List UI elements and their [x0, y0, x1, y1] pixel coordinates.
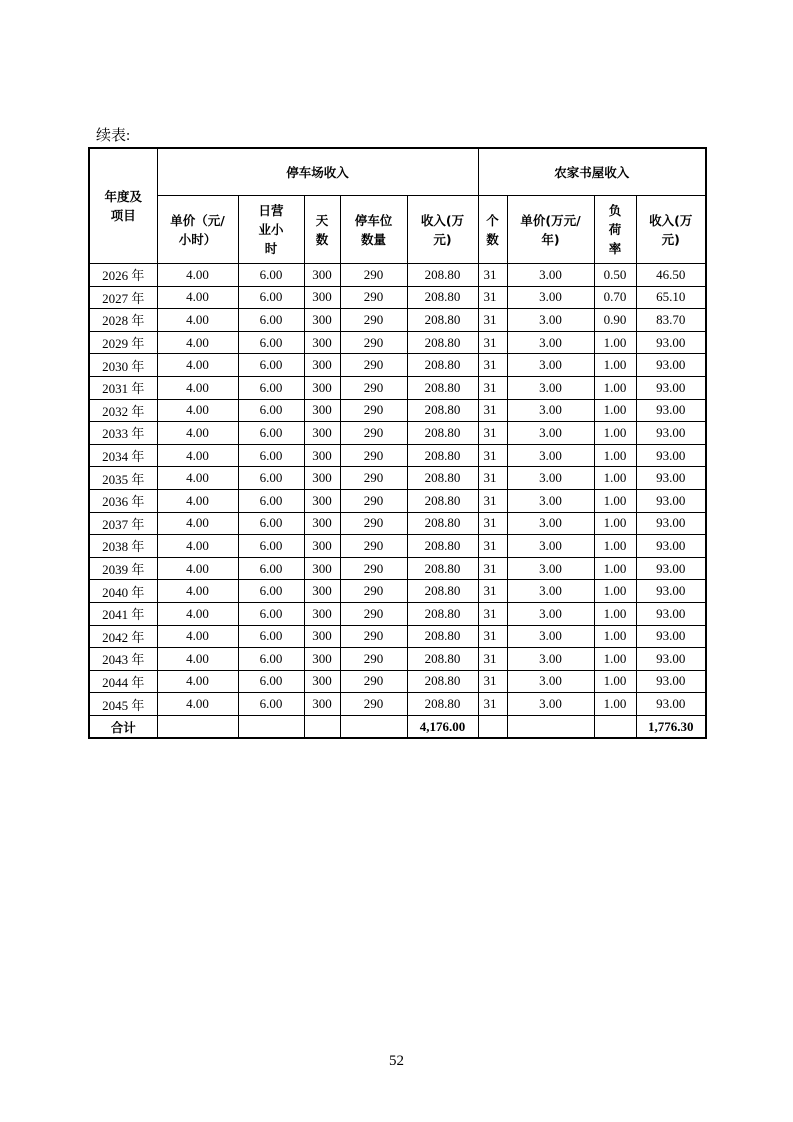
cell-load-rate: 1.00 — [594, 557, 636, 580]
cell-days: 300 — [304, 264, 340, 287]
cell-unit-price-hour: 4.00 — [157, 557, 238, 580]
cell-year: 2027 年 — [89, 286, 157, 309]
cell-count: 31 — [478, 444, 507, 467]
cell-daily-hours: 6.00 — [238, 331, 304, 354]
cell-parking-spaces: 290 — [340, 670, 407, 693]
cell-days: 300 — [304, 286, 340, 309]
cell-unit-price-hour: 4.00 — [157, 444, 238, 467]
cell-load-rate: 1.00 — [594, 512, 636, 535]
cell-days: 300 — [304, 309, 340, 332]
cell-year: 2034 年 — [89, 444, 157, 467]
cell-parking-spaces: 290 — [340, 580, 407, 603]
header-unit-price-hour: 单价（元/小时） — [157, 196, 238, 264]
header-daily-hours: 日营业小时 — [238, 196, 304, 264]
cell-load-rate: 1.00 — [594, 625, 636, 648]
cell-load-rate: 1.00 — [594, 422, 636, 445]
cell-year: 2037 年 — [89, 512, 157, 535]
cell-load-rate: 1.00 — [594, 489, 636, 512]
cell-days: 300 — [304, 444, 340, 467]
cell-bookhouse-income: 93.00 — [636, 625, 706, 648]
cell-days: 300 — [304, 422, 340, 445]
cell-load-rate: 0.90 — [594, 309, 636, 332]
cell-unit-price-hour: 4.00 — [157, 467, 238, 490]
cell-bookhouse-income: 93.00 — [636, 354, 706, 377]
cell-parking-income: 208.80 — [407, 557, 478, 580]
total-cell-empty — [304, 715, 340, 738]
cell-parking-income: 208.80 — [407, 467, 478, 490]
cell-unit-price-hour: 4.00 — [157, 670, 238, 693]
cell-unit-price-year: 3.00 — [507, 422, 594, 445]
cell-days: 300 — [304, 648, 340, 671]
header-count: 个数 — [478, 196, 507, 264]
cell-unit-price-year: 3.00 — [507, 264, 594, 287]
cell-unit-price-year: 3.00 — [507, 535, 594, 558]
cell-bookhouse-income: 65.10 — [636, 286, 706, 309]
cell-load-rate: 1.00 — [594, 535, 636, 558]
cell-count: 31 — [478, 535, 507, 558]
total-row — [89, 715, 706, 738]
cell-unit-price-year: 3.00 — [507, 693, 594, 716]
table-row — [89, 648, 706, 671]
cell-count: 31 — [478, 625, 507, 648]
cell-daily-hours: 6.00 — [238, 286, 304, 309]
header-bookhouse-income: 收入(万元) — [636, 196, 706, 264]
cell-daily-hours: 6.00 — [238, 625, 304, 648]
cell-unit-price-hour: 4.00 — [157, 264, 238, 287]
cell-days: 300 — [304, 489, 340, 512]
cell-unit-price-hour: 4.00 — [157, 422, 238, 445]
cell-unit-price-year: 3.00 — [507, 602, 594, 625]
cell-load-rate: 1.00 — [594, 376, 636, 399]
cell-count: 31 — [478, 512, 507, 535]
table-row — [89, 693, 706, 716]
total-cell-empty — [594, 715, 636, 738]
cell-daily-hours: 6.00 — [238, 693, 304, 716]
cell-parking-income: 208.80 — [407, 264, 478, 287]
cell-parking-spaces: 290 — [340, 535, 407, 558]
cell-load-rate: 1.00 — [594, 693, 636, 716]
cell-unit-price-hour: 4.00 — [157, 399, 238, 422]
header-load-rate: 负荷率 — [594, 196, 636, 264]
cell-unit-price-hour: 4.00 — [157, 580, 238, 603]
cell-days: 300 — [304, 467, 340, 490]
table-caption: 续表: — [96, 128, 131, 144]
cell-daily-hours: 6.00 — [238, 557, 304, 580]
table-row — [89, 602, 706, 625]
table-row — [89, 489, 706, 512]
cell-year: 2026 年 — [89, 264, 157, 287]
table-row — [89, 422, 706, 445]
total-cell-empty — [157, 715, 238, 738]
cell-days: 300 — [304, 557, 340, 580]
cell-unit-price-year: 3.00 — [507, 648, 594, 671]
cell-days: 300 — [304, 602, 340, 625]
cell-parking-income: 208.80 — [407, 399, 478, 422]
cell-bookhouse-income: 93.00 — [636, 693, 706, 716]
cell-load-rate: 0.70 — [594, 286, 636, 309]
cell-daily-hours: 6.00 — [238, 489, 304, 512]
table-row — [89, 309, 706, 332]
table-row — [89, 580, 706, 603]
cell-parking-income: 208.80 — [407, 625, 478, 648]
cell-unit-price-year: 3.00 — [507, 670, 594, 693]
cell-load-rate: 1.00 — [594, 648, 636, 671]
cell-count: 31 — [478, 376, 507, 399]
cell-load-rate: 1.00 — [594, 354, 636, 377]
cell-parking-spaces: 290 — [340, 354, 407, 377]
cell-unit-price-year: 3.00 — [507, 331, 594, 354]
total-cell-empty — [507, 715, 594, 738]
cell-parking-spaces: 290 — [340, 399, 407, 422]
cell-load-rate: 0.50 — [594, 264, 636, 287]
header-group-bookhouse: 农家书屋收入 — [478, 148, 706, 196]
cell-parking-spaces: 290 — [340, 512, 407, 535]
cell-bookhouse-income: 93.00 — [636, 648, 706, 671]
total-cell-empty — [478, 715, 507, 738]
cell-unit-price-hour: 4.00 — [157, 693, 238, 716]
cell-parking-income: 208.80 — [407, 444, 478, 467]
cell-count: 31 — [478, 467, 507, 490]
cell-parking-income: 208.80 — [407, 422, 478, 445]
cell-bookhouse-income: 93.00 — [636, 535, 706, 558]
cell-daily-hours: 6.00 — [238, 467, 304, 490]
header-parking-income: 收入(万元) — [407, 196, 478, 264]
cell-days: 300 — [304, 580, 340, 603]
total-bookhouse-income: 1,776.30 — [636, 715, 706, 738]
cell-parking-spaces: 290 — [340, 557, 407, 580]
total-cell-empty — [238, 715, 304, 738]
cell-year: 2041 年 — [89, 602, 157, 625]
cell-year: 2028 年 — [89, 309, 157, 332]
cell-parking-income: 208.80 — [407, 376, 478, 399]
cell-parking-spaces: 290 — [340, 444, 407, 467]
cell-bookhouse-income: 46.50 — [636, 264, 706, 287]
cell-unit-price-hour: 4.00 — [157, 376, 238, 399]
cell-parking-spaces: 290 — [340, 376, 407, 399]
cell-unit-price-year: 3.00 — [507, 376, 594, 399]
cell-daily-hours: 6.00 — [238, 535, 304, 558]
cell-count: 31 — [478, 648, 507, 671]
cell-year: 2033 年 — [89, 422, 157, 445]
cell-bookhouse-income: 93.00 — [636, 602, 706, 625]
cell-parking-spaces: 290 — [340, 309, 407, 332]
cell-parking-income: 208.80 — [407, 580, 478, 603]
cell-bookhouse-income: 83.70 — [636, 309, 706, 332]
cell-count: 31 — [478, 557, 507, 580]
cell-load-rate: 1.00 — [594, 580, 636, 603]
cell-count: 31 — [478, 286, 507, 309]
cell-parking-income: 208.80 — [407, 535, 478, 558]
header-unit-price-year: 单价(万元/年) — [507, 196, 594, 264]
cell-unit-price-hour: 4.00 — [157, 512, 238, 535]
cell-parking-income: 208.80 — [407, 331, 478, 354]
total-cell-empty — [340, 715, 407, 738]
page-number: 52 — [389, 1053, 404, 1069]
cell-unit-price-hour: 4.00 — [157, 286, 238, 309]
cell-bookhouse-income: 93.00 — [636, 512, 706, 535]
cell-parking-income: 208.80 — [407, 670, 478, 693]
cell-load-rate: 1.00 — [594, 467, 636, 490]
cell-parking-spaces: 290 — [340, 331, 407, 354]
cell-parking-spaces: 290 — [340, 648, 407, 671]
cell-parking-income: 208.80 — [407, 354, 478, 377]
cell-year: 2044 年 — [89, 670, 157, 693]
cell-daily-hours: 6.00 — [238, 444, 304, 467]
cell-year: 2032 年 — [89, 399, 157, 422]
cell-parking-income: 208.80 — [407, 602, 478, 625]
cell-days: 300 — [304, 670, 340, 693]
cell-count: 31 — [478, 309, 507, 332]
cell-days: 300 — [304, 693, 340, 716]
cell-bookhouse-income: 93.00 — [636, 376, 706, 399]
cell-parking-income: 208.80 — [407, 648, 478, 671]
cell-unit-price-year: 3.00 — [507, 557, 594, 580]
cell-year: 2036 年 — [89, 489, 157, 512]
cell-count: 31 — [478, 399, 507, 422]
header-parking-spaces: 停车位数量 — [340, 196, 407, 264]
cell-load-rate: 1.00 — [594, 331, 636, 354]
cell-unit-price-hour: 4.00 — [157, 489, 238, 512]
cell-daily-hours: 6.00 — [238, 670, 304, 693]
cell-load-rate: 1.00 — [594, 670, 636, 693]
cell-unit-price-year: 3.00 — [507, 467, 594, 490]
cell-year: 2038 年 — [89, 535, 157, 558]
cell-daily-hours: 6.00 — [238, 376, 304, 399]
cell-count: 31 — [478, 422, 507, 445]
cell-bookhouse-income: 93.00 — [636, 670, 706, 693]
table-row — [89, 467, 706, 490]
cell-unit-price-year: 3.00 — [507, 512, 594, 535]
cell-daily-hours: 6.00 — [238, 602, 304, 625]
cell-count: 31 — [478, 580, 507, 603]
cell-count: 31 — [478, 331, 507, 354]
table-row — [89, 331, 706, 354]
revenue-table — [88, 147, 707, 739]
table-row — [89, 557, 706, 580]
cell-unit-price-year: 3.00 — [507, 309, 594, 332]
cell-count: 31 — [478, 693, 507, 716]
cell-unit-price-year: 3.00 — [507, 625, 594, 648]
cell-parking-income: 208.80 — [407, 693, 478, 716]
cell-load-rate: 1.00 — [594, 444, 636, 467]
cell-parking-spaces: 290 — [340, 625, 407, 648]
table-row — [89, 512, 706, 535]
cell-days: 300 — [304, 331, 340, 354]
cell-parking-spaces: 290 — [340, 693, 407, 716]
cell-unit-price-hour: 4.00 — [157, 331, 238, 354]
cell-year: 2030 年 — [89, 354, 157, 377]
cell-bookhouse-income: 93.00 — [636, 580, 706, 603]
cell-count: 31 — [478, 602, 507, 625]
cell-days: 300 — [304, 512, 340, 535]
table-row — [89, 354, 706, 377]
cell-year: 2029 年 — [89, 331, 157, 354]
cell-daily-hours: 6.00 — [238, 399, 304, 422]
cell-days: 300 — [304, 535, 340, 558]
cell-count: 31 — [478, 354, 507, 377]
header-group-parking: 停车场收入 — [157, 148, 478, 196]
cell-unit-price-hour: 4.00 — [157, 309, 238, 332]
total-parking-income: 4,176.00 — [407, 715, 478, 738]
cell-unit-price-year: 3.00 — [507, 489, 594, 512]
table-row — [89, 625, 706, 648]
cell-load-rate: 1.00 — [594, 602, 636, 625]
cell-unit-price-year: 3.00 — [507, 286, 594, 309]
cell-bookhouse-income: 93.00 — [636, 557, 706, 580]
cell-unit-price-hour: 4.00 — [157, 354, 238, 377]
cell-daily-hours: 6.00 — [238, 512, 304, 535]
cell-year: 2035 年 — [89, 467, 157, 490]
cell-days: 300 — [304, 625, 340, 648]
cell-daily-hours: 6.00 — [238, 309, 304, 332]
cell-unit-price-year: 3.00 — [507, 399, 594, 422]
cell-bookhouse-income: 93.00 — [636, 489, 706, 512]
cell-bookhouse-income: 93.00 — [636, 467, 706, 490]
cell-daily-hours: 6.00 — [238, 354, 304, 377]
cell-bookhouse-income: 93.00 — [636, 331, 706, 354]
cell-bookhouse-income: 93.00 — [636, 422, 706, 445]
cell-parking-spaces: 290 — [340, 489, 407, 512]
cell-load-rate: 1.00 — [594, 399, 636, 422]
cell-parking-income: 208.80 — [407, 286, 478, 309]
cell-year: 2040 年 — [89, 580, 157, 603]
table-row — [89, 376, 706, 399]
table-row — [89, 444, 706, 467]
cell-daily-hours: 6.00 — [238, 422, 304, 445]
cell-days: 300 — [304, 376, 340, 399]
table-row — [89, 399, 706, 422]
cell-count: 31 — [478, 670, 507, 693]
cell-unit-price-year: 3.00 — [507, 444, 594, 467]
cell-parking-income: 208.80 — [407, 489, 478, 512]
cell-parking-spaces: 290 — [340, 286, 407, 309]
cell-unit-price-year: 3.00 — [507, 354, 594, 377]
cell-unit-price-hour: 4.00 — [157, 648, 238, 671]
cell-parking-spaces: 290 — [340, 602, 407, 625]
cell-unit-price-year: 3.00 — [507, 580, 594, 603]
cell-unit-price-hour: 4.00 — [157, 535, 238, 558]
header-year-item: 年度及项目 — [89, 148, 157, 264]
cell-unit-price-hour: 4.00 — [157, 625, 238, 648]
cell-count: 31 — [478, 489, 507, 512]
cell-bookhouse-income: 93.00 — [636, 399, 706, 422]
cell-bookhouse-income: 93.00 — [636, 444, 706, 467]
header-days: 天数 — [304, 196, 340, 264]
cell-daily-hours: 6.00 — [238, 264, 304, 287]
cell-year: 2039 年 — [89, 557, 157, 580]
cell-count: 31 — [478, 264, 507, 287]
cell-year: 2043 年 — [89, 648, 157, 671]
cell-parking-spaces: 290 — [340, 467, 407, 490]
cell-days: 300 — [304, 354, 340, 377]
table-row — [89, 286, 706, 309]
cell-parking-spaces: 290 — [340, 264, 407, 287]
total-label: 合计 — [89, 715, 157, 738]
cell-year: 2045 年 — [89, 693, 157, 716]
table-row — [89, 670, 706, 693]
cell-year: 2042 年 — [89, 625, 157, 648]
cell-parking-income: 208.80 — [407, 512, 478, 535]
cell-days: 300 — [304, 399, 340, 422]
cell-year: 2031 年 — [89, 376, 157, 399]
table-row — [89, 264, 706, 287]
cell-parking-income: 208.80 — [407, 309, 478, 332]
cell-daily-hours: 6.00 — [238, 648, 304, 671]
cell-parking-spaces: 290 — [340, 422, 407, 445]
cell-daily-hours: 6.00 — [238, 580, 304, 603]
table-row — [89, 535, 706, 558]
cell-unit-price-hour: 4.00 — [157, 602, 238, 625]
